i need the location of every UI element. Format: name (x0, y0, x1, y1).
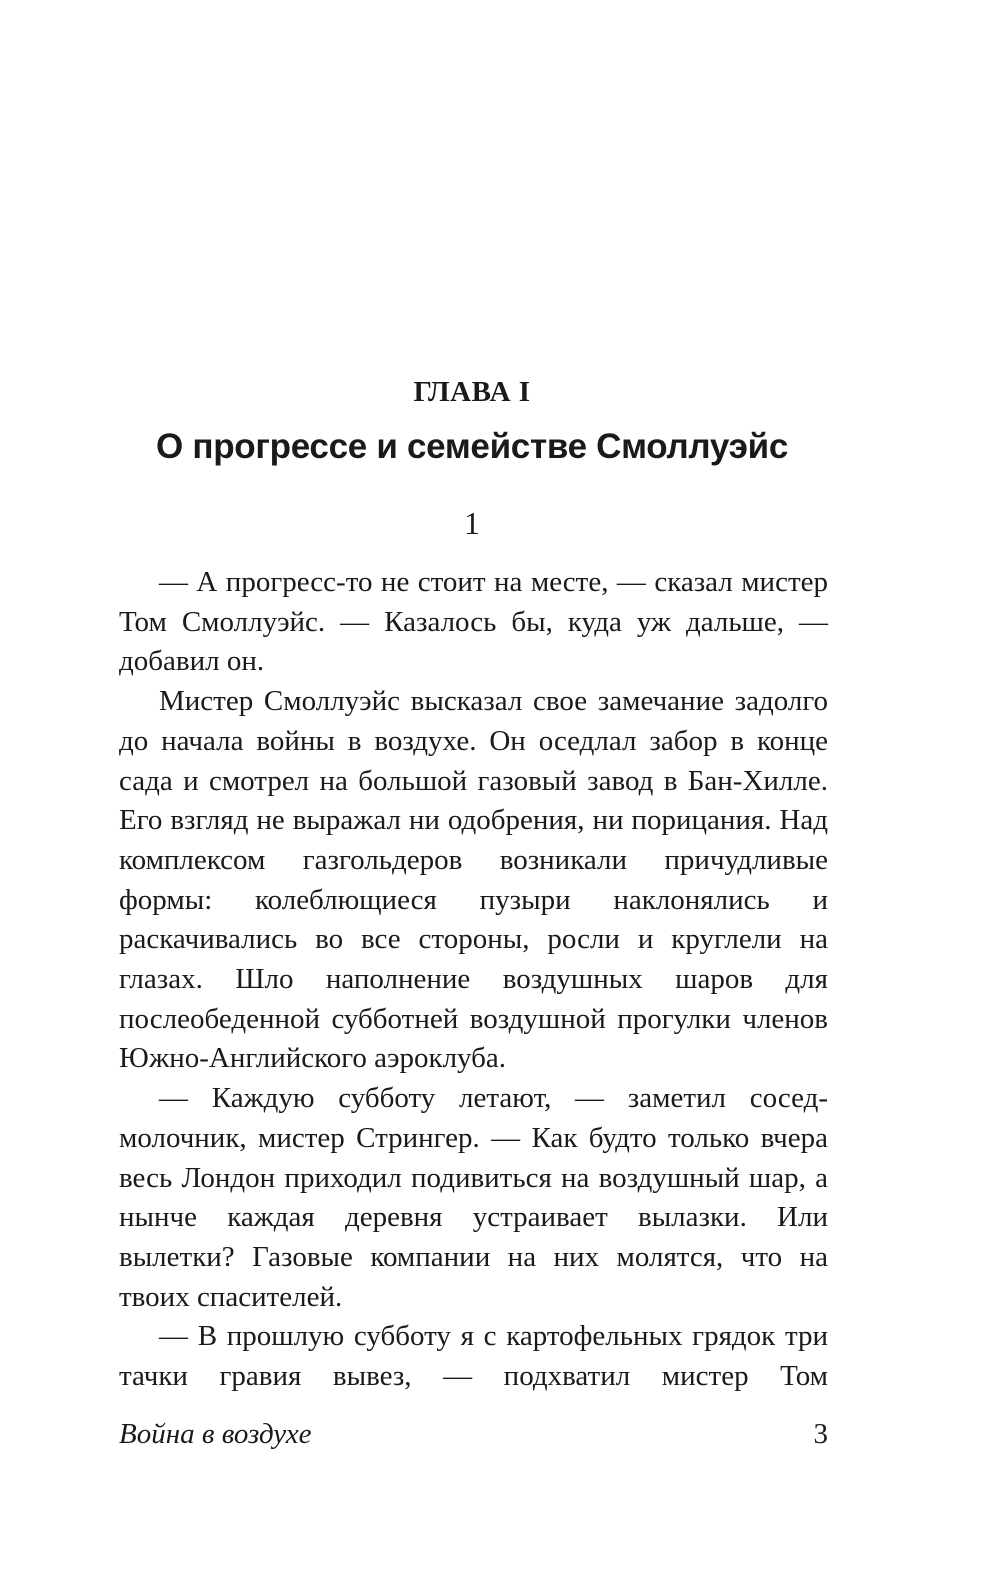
chapter-title: О прогрессе и семействе Смоллуэйс (156, 427, 788, 466)
paragraph: Мистер Смоллуэйс высказал свое замечание задолго до начала войны в воздухе. Он оседлал забор в конце сада и смотрел на большой газовый завод в Бан-Хилле. Его взгляд не выражал ни одобрения, ни порицания. Над комплексом газгольдеров возникали причудливые формы: колеблющиеся пузыри наклонялись и раскачивались во все стороны, росли и круглели на глазах. Шло наполнение воздушных шаров для послеобеденной субботней воздушной прогулки членов Южно-Английского аэроклуба. (119, 685, 828, 1075)
paragraph: — Каждую субботу летают, — заметил сосед-молочник, мистер Стрингер. — Как будто только вчера весь Лондон приходил подивиться на воздушный шар, а нынче каждая деревня устраивает вылазки. Или вылетки? Газовые компании на них молятся, что на твоих спасителей. (119, 1082, 828, 1313)
body-text (119, 563, 828, 1397)
section-number: 1 (464, 505, 480, 541)
running-footer-title: Война в воздухе (119, 1418, 312, 1450)
paragraph: — В прошлую субботу я с картофельных грядок три тачки гравия вывез, — подхватил мистер Том (119, 1320, 828, 1393)
paragraph: — А прогресс-то не стоит на месте, — сказал мистер Том Смоллуэйс. — Казалось бы, куда уж дальше, — добавил он. (119, 566, 828, 678)
chapter-label: ГЛАВА I (413, 376, 531, 408)
page-number: 3 (813, 1418, 828, 1450)
